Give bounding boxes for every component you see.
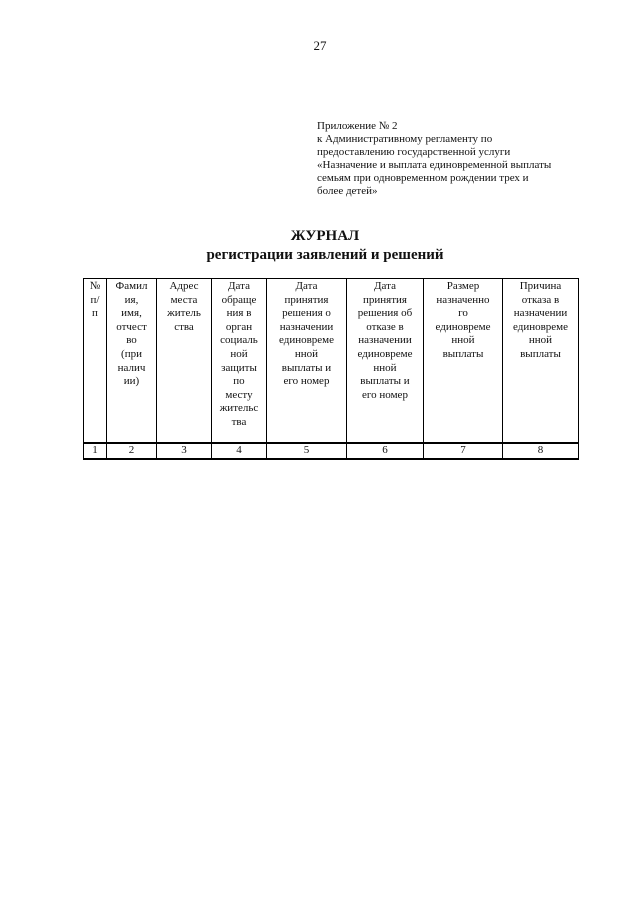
header-cell-application-date: Дата обраще ния в орган социаль ной защиты по месту жительс тва (212, 279, 267, 444)
table-column-number-row (84, 443, 579, 459)
column-number-cell: 5 (267, 443, 347, 459)
appendix-note (317, 120, 607, 198)
header-cell-full-name: Фамил ия, имя, отчест во (при налич ии) (107, 279, 157, 444)
header-cell-refusal-decision: Дата принятия решения об отказе в назначении единовреме нной выплаты и его номер (347, 279, 424, 444)
appendix-line: более детей» (317, 185, 378, 197)
column-number-cell: 3 (157, 443, 212, 459)
appendix-line: к Административному регламенту по (317, 133, 493, 145)
column-number-cell: 6 (347, 443, 424, 459)
page-number: 27 (313, 38, 327, 53)
header-cell-number: № п/ п (84, 279, 107, 444)
header-cell-grant-decision: Дата принятия решения о назначении единовреме нной выплаты и его номер (267, 279, 347, 444)
register-table (83, 278, 579, 460)
column-number-cell: 7 (424, 443, 503, 459)
column-number-cell: 8 (503, 443, 579, 459)
appendix-line: предоставлению государственной услуги (317, 146, 511, 158)
appendix-line: семьям при одновременном рождении трех и (317, 172, 529, 184)
header-cell-payment-amount: Размер назначенно го единовреме нной выплаты (424, 279, 503, 444)
journal-title-sub: регистрации заявлений и решений (206, 247, 444, 263)
appendix-line: Приложение № 2 (317, 120, 398, 132)
header-cell-refusal-reason: Причина отказа в назначении единовреме нной выплаты (503, 279, 579, 444)
column-number-cell: 1 (84, 443, 107, 459)
header-cell-address: Адрес места житель ства (157, 279, 212, 444)
journal-title-main: ЖУРНАЛ (290, 228, 360, 244)
table-header-row (84, 279, 579, 444)
journal-title (0, 227, 640, 265)
column-number-cell: 2 (107, 443, 157, 459)
appendix-line: «Назначение и выплата единовременной выплаты (317, 159, 552, 171)
column-number-cell: 4 (212, 443, 267, 459)
